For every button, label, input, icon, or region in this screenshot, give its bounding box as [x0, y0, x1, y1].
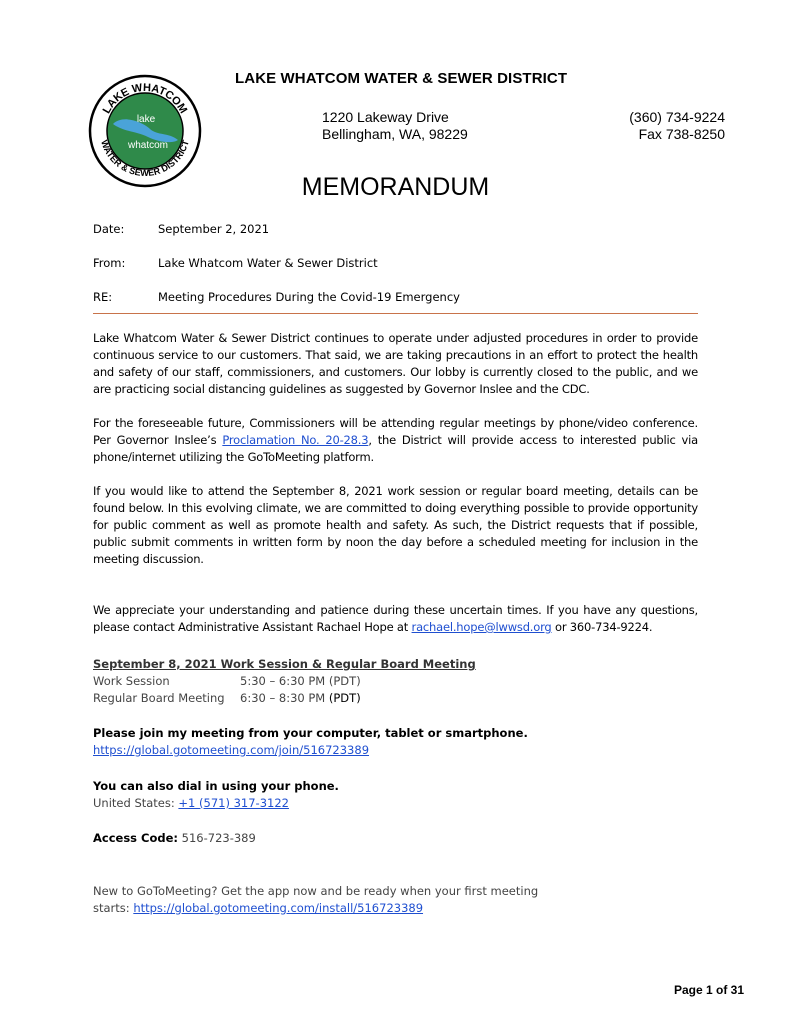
work-session-time: 5:30 – 6:30 PM (PDT) — [240, 674, 361, 688]
page-number: Page 1 of 31 — [673, 983, 744, 997]
paragraph-2 — [93, 415, 698, 466]
org-name: LAKE WHATCOM WATER & SEWER DISTRICT — [235, 70, 568, 87]
work-session-label: Work Session — [93, 674, 170, 688]
dial-number-link[interactable]: +1 (571) 317-3122 — [178, 796, 289, 810]
paragraph-3: If you would like to attend the September 8, 2021 work session or regular board meeting, details can be found below. In this evolving climate, we are committed to doing everything possible to provide opportunity for public comment as well as promote health and safety. As such, the District requests that if possible, public submit comments in written form by noon the day before a scheduled meeting for inclusion in the meeting discussion. — [93, 484, 698, 566]
paragraph-4 — [93, 602, 698, 636]
header-divider — [93, 313, 698, 314]
logo-top-text: LAKE WHATCOM — [100, 81, 190, 116]
memo-title: MEMORANDUM — [301, 173, 490, 201]
dial-line — [93, 795, 289, 812]
logo-whatcom-word: whatcom — [127, 140, 169, 151]
access-code-label: Access Code: — [93, 831, 178, 845]
p2-text-after: , the District will provide access to interested public via phone/internet utilizing the GoToMeeting platform. — [93, 433, 698, 464]
install-url-link[interactable]: https://global.gotomeeting.com/install/516723389 — [133, 901, 424, 915]
dial-instructions: You can also dial in using your phone. — [93, 779, 339, 793]
p4-text-after: or 360-734-9224. — [551, 620, 653, 634]
p4-text-before: We appreciate your understanding and patience during these uncertain times. If you have any questions, please contact Administrative Assistant Rachael Hope at — [93, 603, 698, 634]
date-value: September 2, 2021 — [158, 222, 270, 236]
board-meeting-label: Regular Board Meeting — [93, 691, 225, 705]
logo-lake-word: lake — [136, 114, 156, 125]
logo-bottom-text: WATER & SEWER DISTRICT — [99, 138, 191, 179]
proclamation-link[interactable]: Proclamation No. 20-28.3 — [222, 433, 369, 447]
contact-block — [600, 109, 725, 143]
dial-label: United States: — [93, 796, 179, 810]
fax-number: Fax 738-8250 — [638, 126, 725, 142]
paragraph-1: Lake Whatcom Water & Sewer District continues to operate under adjusted procedures in order to provide continuous service to our customers. That said, we are taking precautions in an effort to protect the health and safety of our staff, commissioners, and customers. Our lobby is currently closed to the public, and we are practicing social distancing guidelines as suggested by Governor Inslee and the CDC. — [93, 331, 698, 396]
phone-number: (360) 734-9224 — [629, 109, 725, 125]
p2-text-before: For the foreseeable future, Commissioners will be attending regular meetings by phone/video conference. Per Governor Inslee’s — [93, 416, 698, 447]
email-link[interactable]: rachael.hope@lwwsd.org — [411, 620, 552, 634]
from-value: Lake Whatcom Water & Sewer District — [158, 256, 378, 270]
access-code-value: 516-723-389 — [178, 831, 256, 845]
district-logo — [88, 74, 202, 188]
re-value: Meeting Procedures During the Covid-19 Emergency — [158, 290, 460, 304]
re-label: RE: — [93, 290, 113, 304]
board-meeting-time: 6:30 – 8:30 PM (PDT) — [240, 691, 361, 705]
address-block — [322, 109, 468, 143]
address-line1: 1220 Lakeway Drive — [322, 109, 449, 125]
join-url-link[interactable]: https://global.gotomeeting.com/join/516723389 — [93, 743, 370, 757]
install-line — [93, 900, 423, 917]
install-prefix: starts: — [93, 901, 134, 915]
join-instructions: Please join my meeting from your computer, tablet or smartphone. — [93, 726, 528, 740]
meeting-heading: September 8, 2021 Work Session & Regular Board Meeting — [93, 657, 476, 671]
address-line2: Bellingham, WA, 98229 — [322, 126, 468, 142]
from-label: From: — [93, 256, 126, 270]
access-code-line — [93, 830, 256, 847]
new-to-gotomeeting-text: New to GoToMeeting? Get the app now and be ready when your first meeting — [93, 884, 539, 898]
date-label: Date: — [93, 222, 125, 236]
